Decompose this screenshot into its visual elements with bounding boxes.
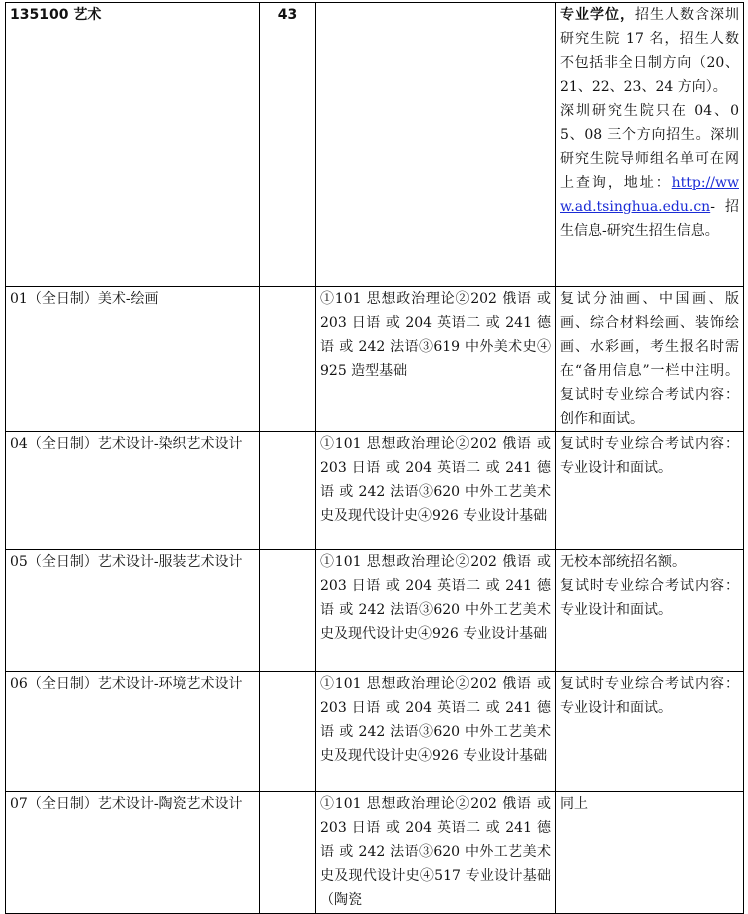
remarks-cell: 同上 [556,792,744,914]
program-code-name: 135100 艺术 [6,3,260,287]
remarks-cell: 复试时专业综合考试内容：专业设计和面试。 [556,672,744,792]
website-link[interactable]: http://www.ad.tsinghua.edu.cn [560,175,739,215]
exam-subjects-cell: ①101 思想政治理论②202 俄语 或 203 日语 或 204 英语二 或 241 德语 或 242 法语③620 中外工艺美术史及现代设计史④926 专业设计基础 [316,672,556,792]
direction-cell: 07（全日制）艺术设计-陶瓷艺术设计 [6,792,260,914]
table-row [6,550,744,672]
note-paragraph-2 [560,99,739,243]
exam-subjects-cell: ①101 思想政治理论②202 俄语 或 203 日语 或 204 英语二 或 241 德语 或 242 法语③620 中外工艺美术史及现代设计史④517 专业设计基础（陶瓷 [316,792,556,914]
exam-subjects-cell: ①101 思想政治理论②202 俄语 或 203 日语 或 204 英语二 或 241 德语 或 242 法语③619 中外美术史④925 造型基础 [316,287,556,432]
program-note [556,3,744,287]
remarks-cell: 复试时专业综合考试内容：专业设计和面试。 [556,432,744,550]
table-row [6,672,744,792]
remarks-line-1: 无校本部统招名额。 [560,554,686,570]
header-row [6,3,744,287]
exam-subjects-cell: ①101 思想政治理论②202 俄语 或 203 日语 或 204 英语二 或 241 德语 或 242 法语③620 中外工艺美术史及现代设计史④926 专业设计基础 [316,432,556,550]
table-row [6,287,744,432]
remarks-cell: 复试分油画、中国画、版画、综合材料绘画、装饰绘画、水彩画，考生报名时需在“备用信息”一栏中注明。复试时专业综合考试内容：创作和面试。 [556,287,744,432]
quota-cell [260,432,316,550]
note-text-3: -招生信息-研究生招生信息。 [560,199,739,239]
exam-subjects-cell: ①101 思想政治理论②202 俄语 或 203 日语 或 204 英语二 或 241 德语 或 242 法语③620 中外工艺美术史及现代设计史④926 专业设计基础 [316,550,556,672]
empty-cell [316,3,556,287]
direction-cell: 01（全日制）美术-绘画 [6,287,260,432]
admissions-table [5,2,744,914]
direction-cell: 05（全日制）艺术设计-服装艺术设计 [6,550,260,672]
degree-type-label: 专业学位， [560,7,635,23]
table-row [6,432,744,550]
quota-cell [260,792,316,914]
quota-cell [260,672,316,792]
quota-cell [260,287,316,432]
remarks-line-2: 复试时专业综合考试内容：专业设计和面试。 [560,578,739,618]
remarks-cell [556,550,744,672]
direction-cell: 06（全日制）艺术设计-环境艺术设计 [6,672,260,792]
quota-cell [260,550,316,672]
direction-cell: 04（全日制）艺术设计-染织艺术设计 [6,432,260,550]
note-text-1: 招生人数含深圳研究生院 17 名，招生人数不包括非全日制方向（20、21、22、23、24 方向）。 [560,7,739,95]
table-row [6,792,744,914]
note-text-2: 深圳研究生院只在 04、05、08 三个方向招生。深圳研究生院导师组名单可在网上查询，地址： [560,103,739,191]
quota-count: 43 [260,3,316,287]
